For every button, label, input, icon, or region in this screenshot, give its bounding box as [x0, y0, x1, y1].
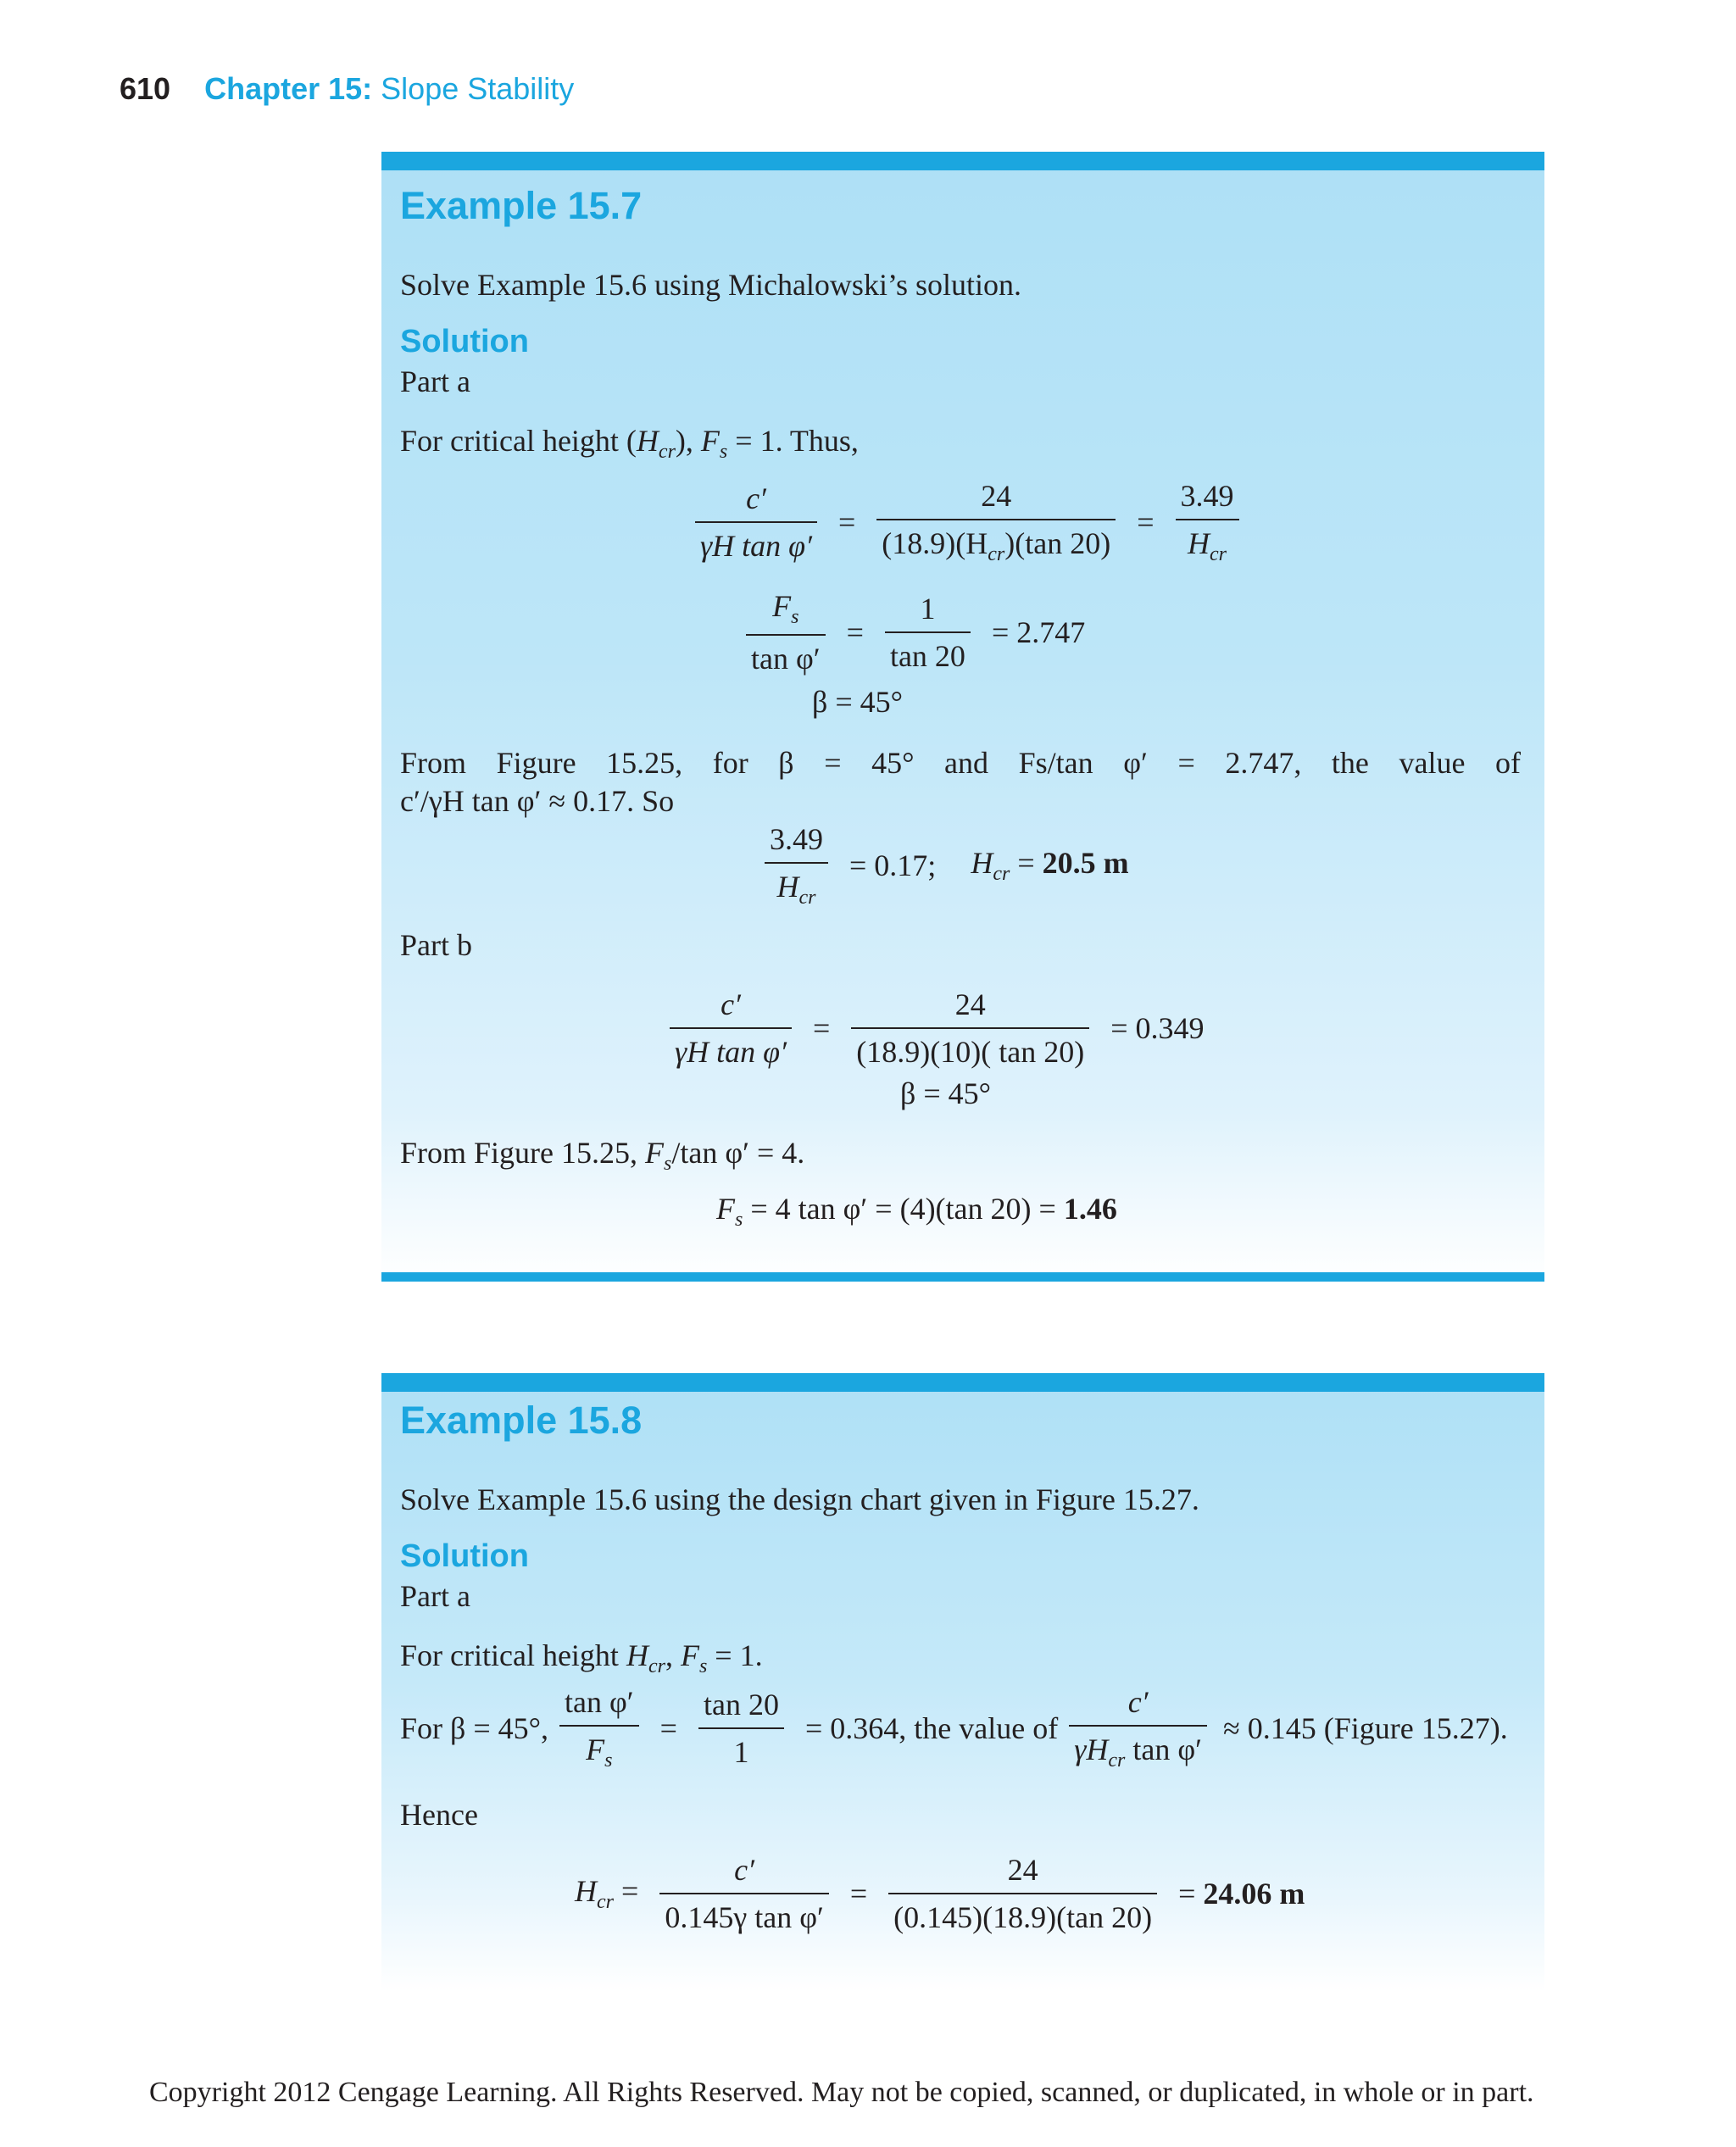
part-a-label: Part a [400, 1579, 470, 1613]
equation-beta-b: β = 45° [900, 1076, 992, 1110]
example-15-8-box [381, 1373, 1544, 1992]
hence-label: Hence [400, 1798, 478, 1832]
box-bottom-rule [381, 1272, 1544, 1282]
equation-hcr-result: $\frac{3.49}{H_{cr}}$ = 0.17; $H_{cr} = 20.5$ m [765, 821, 1143, 909]
equation-stability-number: $\frac{c'}{\text{γH tan φ′}}$ = $\frac{24}{(18.9)(H_{cr})(\tan 20)}$ = $\frac{3.49}{H_{cr}}$ [695, 478, 1239, 566]
box-top-rule [381, 152, 1544, 170]
equation-hcr-final: $H_{cr}$ = $\frac{c'}{\text{0.145γ tan φ′}}$ = $\frac{24}{(0.145)(18.9)(\tan 20)}$ = 24.06 m [575, 1853, 1305, 1934]
part-b-label: Part b [400, 928, 472, 962]
critical-height-text: For critical height $(H_{cr})$, $F_s = 1$. Thus, [400, 424, 859, 463]
example-15-7-box [381, 152, 1544, 1282]
equation-chart-ratio: For β = 45°, $\frac{\text{tan φ′}}{F_s}$ = $\frac{\tan 20}{1}$ = 0.364, the value of $\frac{c'}{\gamma H_{cr} \tan \varphi'}$ ≈ 0.145 (Figure 15.27). [400, 1685, 1508, 1772]
copyright-notice: Copyright 2012 Cengage Learning. All Rights Reserved. May not be copied, scanned, or duplicated, in whole or in part. [149, 2077, 1534, 2108]
equation-fs-ratio: $\frac{F_s}{\text{tan φ′}}$ = $\frac{1}{\tan 20}$ = 2.747 [746, 588, 1099, 676]
chapter-title: Slope Stability [381, 71, 575, 106]
page-number: 610 [120, 71, 171, 106]
example-title: Example 15.8 [400, 1399, 643, 1442]
box-top-rule [381, 1373, 1544, 1392]
from-figure-line-1: From Figure 15.25, for β = 45° and Fs/tan φ′ = 2.747, the value of [400, 746, 1521, 780]
equation-beta: β = 45° [812, 685, 904, 719]
running-head [120, 71, 574, 107]
from-figure-b: From Figure 15.25, $F_s/\tan$ φ′ = 4. [400, 1136, 805, 1175]
critical-height-text: For critical height $H_{cr}$, $F_s = 1$. [400, 1638, 763, 1677]
equation-stability-number-b: $\frac{c'}{\text{γH tan φ′}}$ = $\frac{24}{(18.9)(10)( \tan 20)}$ = 0.349 [670, 987, 1218, 1070]
example-intro: Solve Example 15.6 using Michalowski’s solution. [400, 268, 1021, 302]
solution-label: Solution [400, 324, 529, 359]
example-intro: Solve Example 15.6 using the design chart given in Figure 15.27. [400, 1482, 1199, 1516]
part-a-label: Part a [400, 364, 470, 398]
from-figure-line-2: c′/γH tan φ′ ≈ 0.17. So [400, 784, 675, 818]
solution-label: Solution [400, 1538, 529, 1574]
example-title: Example 15.7 [400, 184, 643, 227]
equation-fs-result: $F_s = 4$ tan φ′ = (4)(tan 20) = 1.46 [716, 1192, 1117, 1231]
chapter-label: Chapter 15: [204, 71, 373, 106]
